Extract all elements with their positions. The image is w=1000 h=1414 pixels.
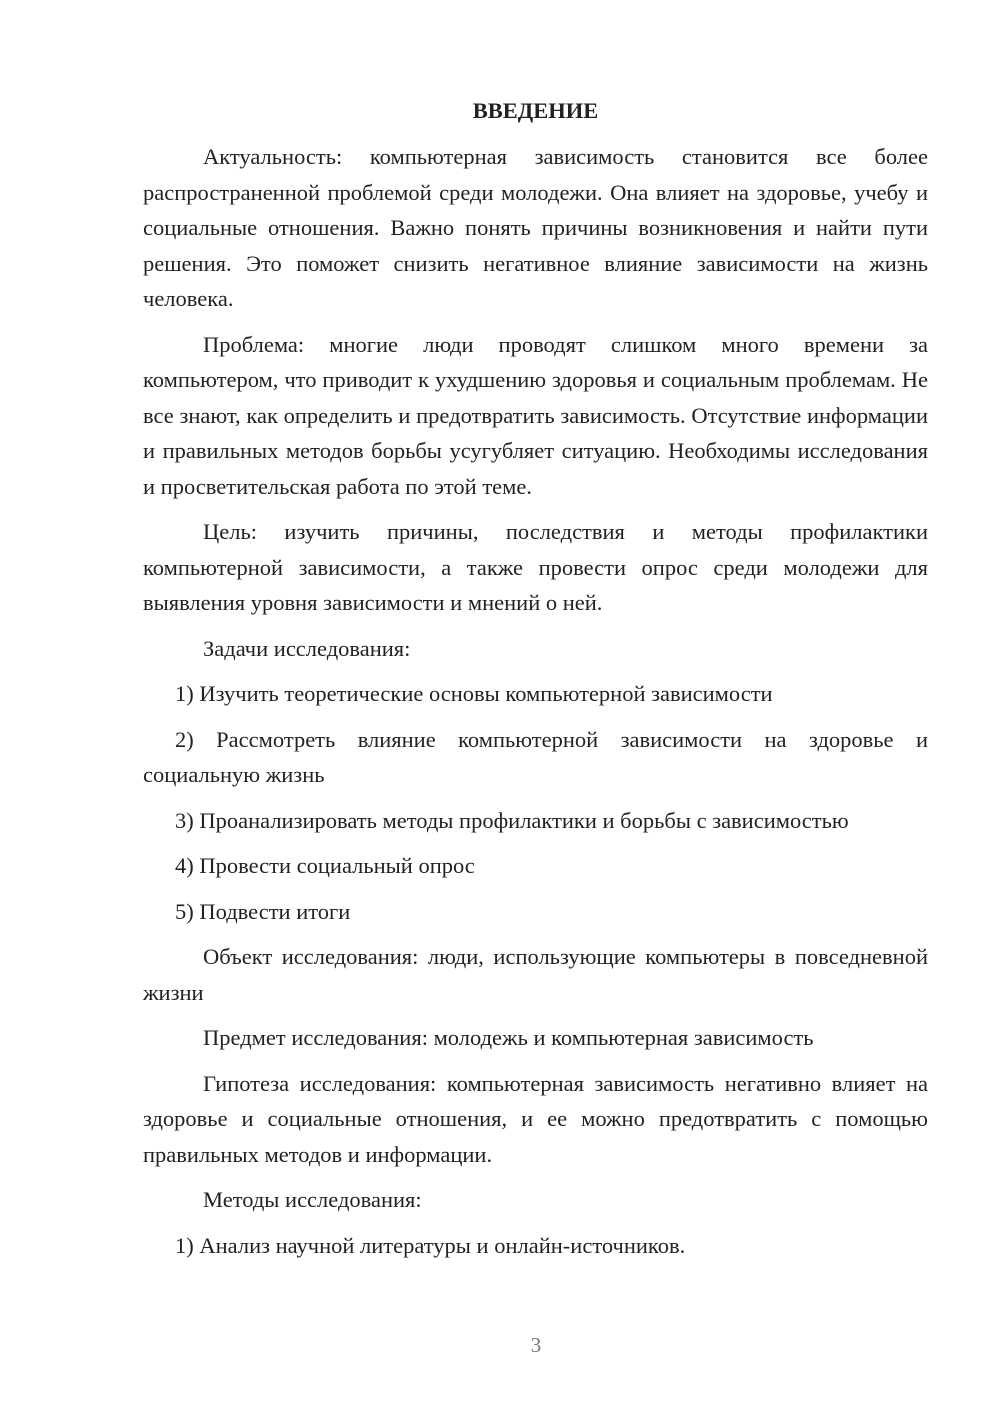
task-item-3: 3) Проанализировать методы профилактики и борьбы с зависимостью — [175, 807, 849, 833]
problem-paragraph: Проблема: многие люди проводят слишком много времени за компьютером, что приводит к ухудшению здоровья и социальным проблемам. Не все знают, как определить и предотвратить зависимость. Отсутствие информации и правильных методов борьбы усугубляет ситуацию. Необходимы исследования и просветительская работа по этой теме. — [143, 331, 928, 499]
tasks-heading: Задачи исследования: — [203, 635, 411, 661]
page-number: 3 — [530, 1333, 542, 1357]
task-item-4: 4) Провести социальный опрос — [175, 853, 475, 878]
section-title: ВВЕДЕНИЕ — [472, 98, 599, 123]
hypothesis-paragraph: Гипотеза исследования: компьютерная зависимость негативно влияет на здоровье и социальные отношения, и ее можно предотвратить с помощью правильных методов и информации. — [143, 1070, 928, 1167]
task-item-5: 5) Подвести итоги — [175, 898, 351, 924]
methods-heading: Методы исследования: — [203, 1187, 422, 1212]
task-item-1: 1) Изучить теоретические основы компьютерной зависимости — [175, 681, 773, 706]
page-content — [143, 93, 928, 1273]
task-item-2: 2) Рассмотреть влияние компьютерной зависимости на здоровье и социальную жизнь — [143, 726, 928, 787]
subject-paragraph: Предмет исследования: молодежь и компьютерная зависимость — [203, 1025, 814, 1050]
goal-paragraph: Цель: изучить причины, последствия и методы профилактики компьютерной зависимости, а также провести опрос среди молодежи для выявления уровня зависимости и мнений о ней. — [143, 519, 928, 615]
method-item-1: 1) Анализ научной литературы и онлайн-источников. — [175, 1232, 686, 1258]
relevance-paragraph: Актуальность: компьютерная зависимость становится все более распространенной проблемой среди молодежи. Она влияет на здоровье, учебу и социальные отношения. Важно понять причины возникновения и найти пути решения. Это поможет снизить негативное влияние зависимости на жизнь человека. — [143, 144, 928, 311]
object-paragraph: Объект исследования: люди, использующие компьютеры в повседневной жизни — [143, 944, 928, 1005]
